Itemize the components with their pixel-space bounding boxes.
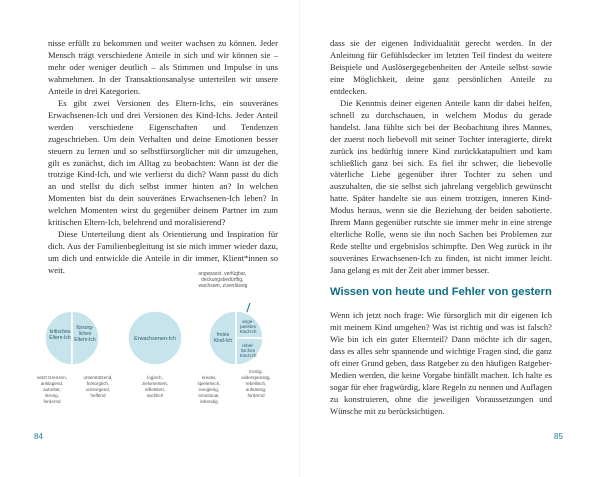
page-number-right: 85 [554, 432, 563, 441]
adult-label: Erwachsenen-Ich [134, 336, 176, 342]
body-paragraph: Diese Unterteilung dient als Orientierung und Inspiration für dich. Aus der Familienbegleitung ist sie mich immer wieder dazu, um dich und entwickle die Anteile in dir immer, Klient*innen so weit. [48, 229, 278, 276]
right-bottom-text [330, 310, 552, 418]
bottom-label-critical: setzt Grenzen, anklagend, autoritär, streng, fordernd [37, 375, 67, 404]
ego-state-diagram [28, 263, 278, 421]
right-top-text [330, 38, 552, 277]
body-paragraph: Wenn ich jetzt noch frage: Wie fürsorglich mit dir eigenen Ich mit meinem Kind umgehen? Was ist richtig und was ist falsch? Wie bin ich ein guter Elternteil? Dann möchte ich dir sagen, dass es alles sehr spannende und wichtige Fragen sind, die ganz oft einer Grund geben, dass Ratgeber zu den häufigen Ratgeber-Medien werden, die keine Vorgabe hinfällt machen. Ich halte es sogar für eher fragwürdig, klare Regeln zu nennen und Auflagen zu konstruieren, ohne die jeweiligen Voraussetzungen und Wünsche mit zu berücksichtigen. [330, 310, 552, 416]
section-heading: Wissen von heute und Fehler von gestern [330, 286, 552, 298]
child-circle [209, 311, 263, 365]
bottom-label-free-child: kreativ, spielerisch, neugierig, emotional, lebendig [197, 375, 221, 404]
body-paragraph: nisse erfüllt zu bekommen und weiter wachsen zu können. Jeder Mensch trägt verschiedene Anteile in sich und wir können sie – mehr oder weniger deutlich – als Stimmen und Impulse in uns wahrnehmen. In der Transaktionsanalyse unterteilen wir unsere Anteile in drei Kategorien. [48, 38, 278, 96]
right-page [300, 0, 600, 477]
adult-circle [128, 311, 182, 365]
bottom-label-nurturing: unterstützend, fürsorglich, umsorgend, helfend [83, 375, 113, 398]
rebellious-child-label: rebel-lisches Kind-Ich [239, 343, 257, 358]
bottom-label-adult: logisch, zielorientiert, reflektiert, sachlich [141, 375, 169, 398]
page-number-left: 84 [34, 432, 43, 441]
adapted-child-label: ange-passtes Kind-Ich [239, 319, 257, 334]
free-child-label: freies Kind-Ich [213, 332, 233, 344]
body-paragraph: Es gibt zwei Versionen des Eltern-Ichs, ein souveränes Erwachsenen-Ich und drei Versionen des Kind-Ichs. Jeder Anteil werden verschiedene Eigenschaften und Tendenzen zugeschrieben. Um dein Verhalten und deine Emotionen besser steuern zu lernen und so selbstfürsorglicher mit dir umzugehen, gilt es zunächst, dich im Alltag zu beobachten: Wann ist der die trotzige Kind-Ich, und wie verlierst du dich? Wann passt du dich an und stellst du dich selbst immer hinten an? In welchen Momenten bist du dein souveränes Erwachsenen-Ich leben? In welchen Momenten wirst du gegenüber deinem Partner im zum kritischen Eltern-Ich, belehrend und moralisierend? [48, 97, 278, 228]
bottom-label-rebellious: trotzig, widerspenstig, rebellisch, aufsässig, fordernd [241, 369, 271, 398]
top-label: angepasst, verfügbar, deckungsbedürftig, wachsam, zuverlässig [198, 271, 248, 289]
left-body-text [48, 38, 278, 277]
body-paragraph: Die Kenntnis deiner eigenen Anteile kann dir dabei helfen, schnell zu durchschauen, in welchem Modus du gerade handelst. Jana fühlte sich bei der Beobachtung ihres Mannes, der zuerst noch liebevoll mit seiner Tochter interagierte, direkt zurück ins bedürftig innere Kind zurückkatapultiert und kam schließlich ganz bei sich. Es fiel ihr schwer, die liebevolle väterliche Liebe gegenüber ihrer Tochter zu sehen und auszuhalten, die sie selbst sich jahrelang vergeblich gewünscht hatte. Später handelte sie aus einem trotzigen, inneren Kind-Modus heraus, wenn sie die Beziehung der beiden sabotierte. Ihrem Mann gegenüber rutschte sie immer mehr in eine strenge elterliche Rolle, wenn sie ihn noch Sachen bei Problemen zur Rede stellte und ergebnislos schimpfte. Den Weg zurück in ihr souveränes Erwachsenen-Ich zu finden, ist nicht immer leicht. Jana gelang es mit der Zeit aber immer besser. [330, 97, 552, 276]
nurturing-parent-label: fürsorg-liches Eltern-Ich [74, 325, 96, 343]
parent-circle [45, 311, 99, 365]
critical-parent-label: kritisches Eltern-Ich [49, 329, 71, 341]
body-paragraph: dass sie der eigenen Individualität gerecht werden. In der Anleitung für Gefühlsdecker im letzten Teil findest du weitere Beispiele und Auslösergegebenheiten der Anteile selbst sowie eine Möglichkeit, deine ganz persönlichen Anteile zu entdecken. [330, 38, 552, 96]
